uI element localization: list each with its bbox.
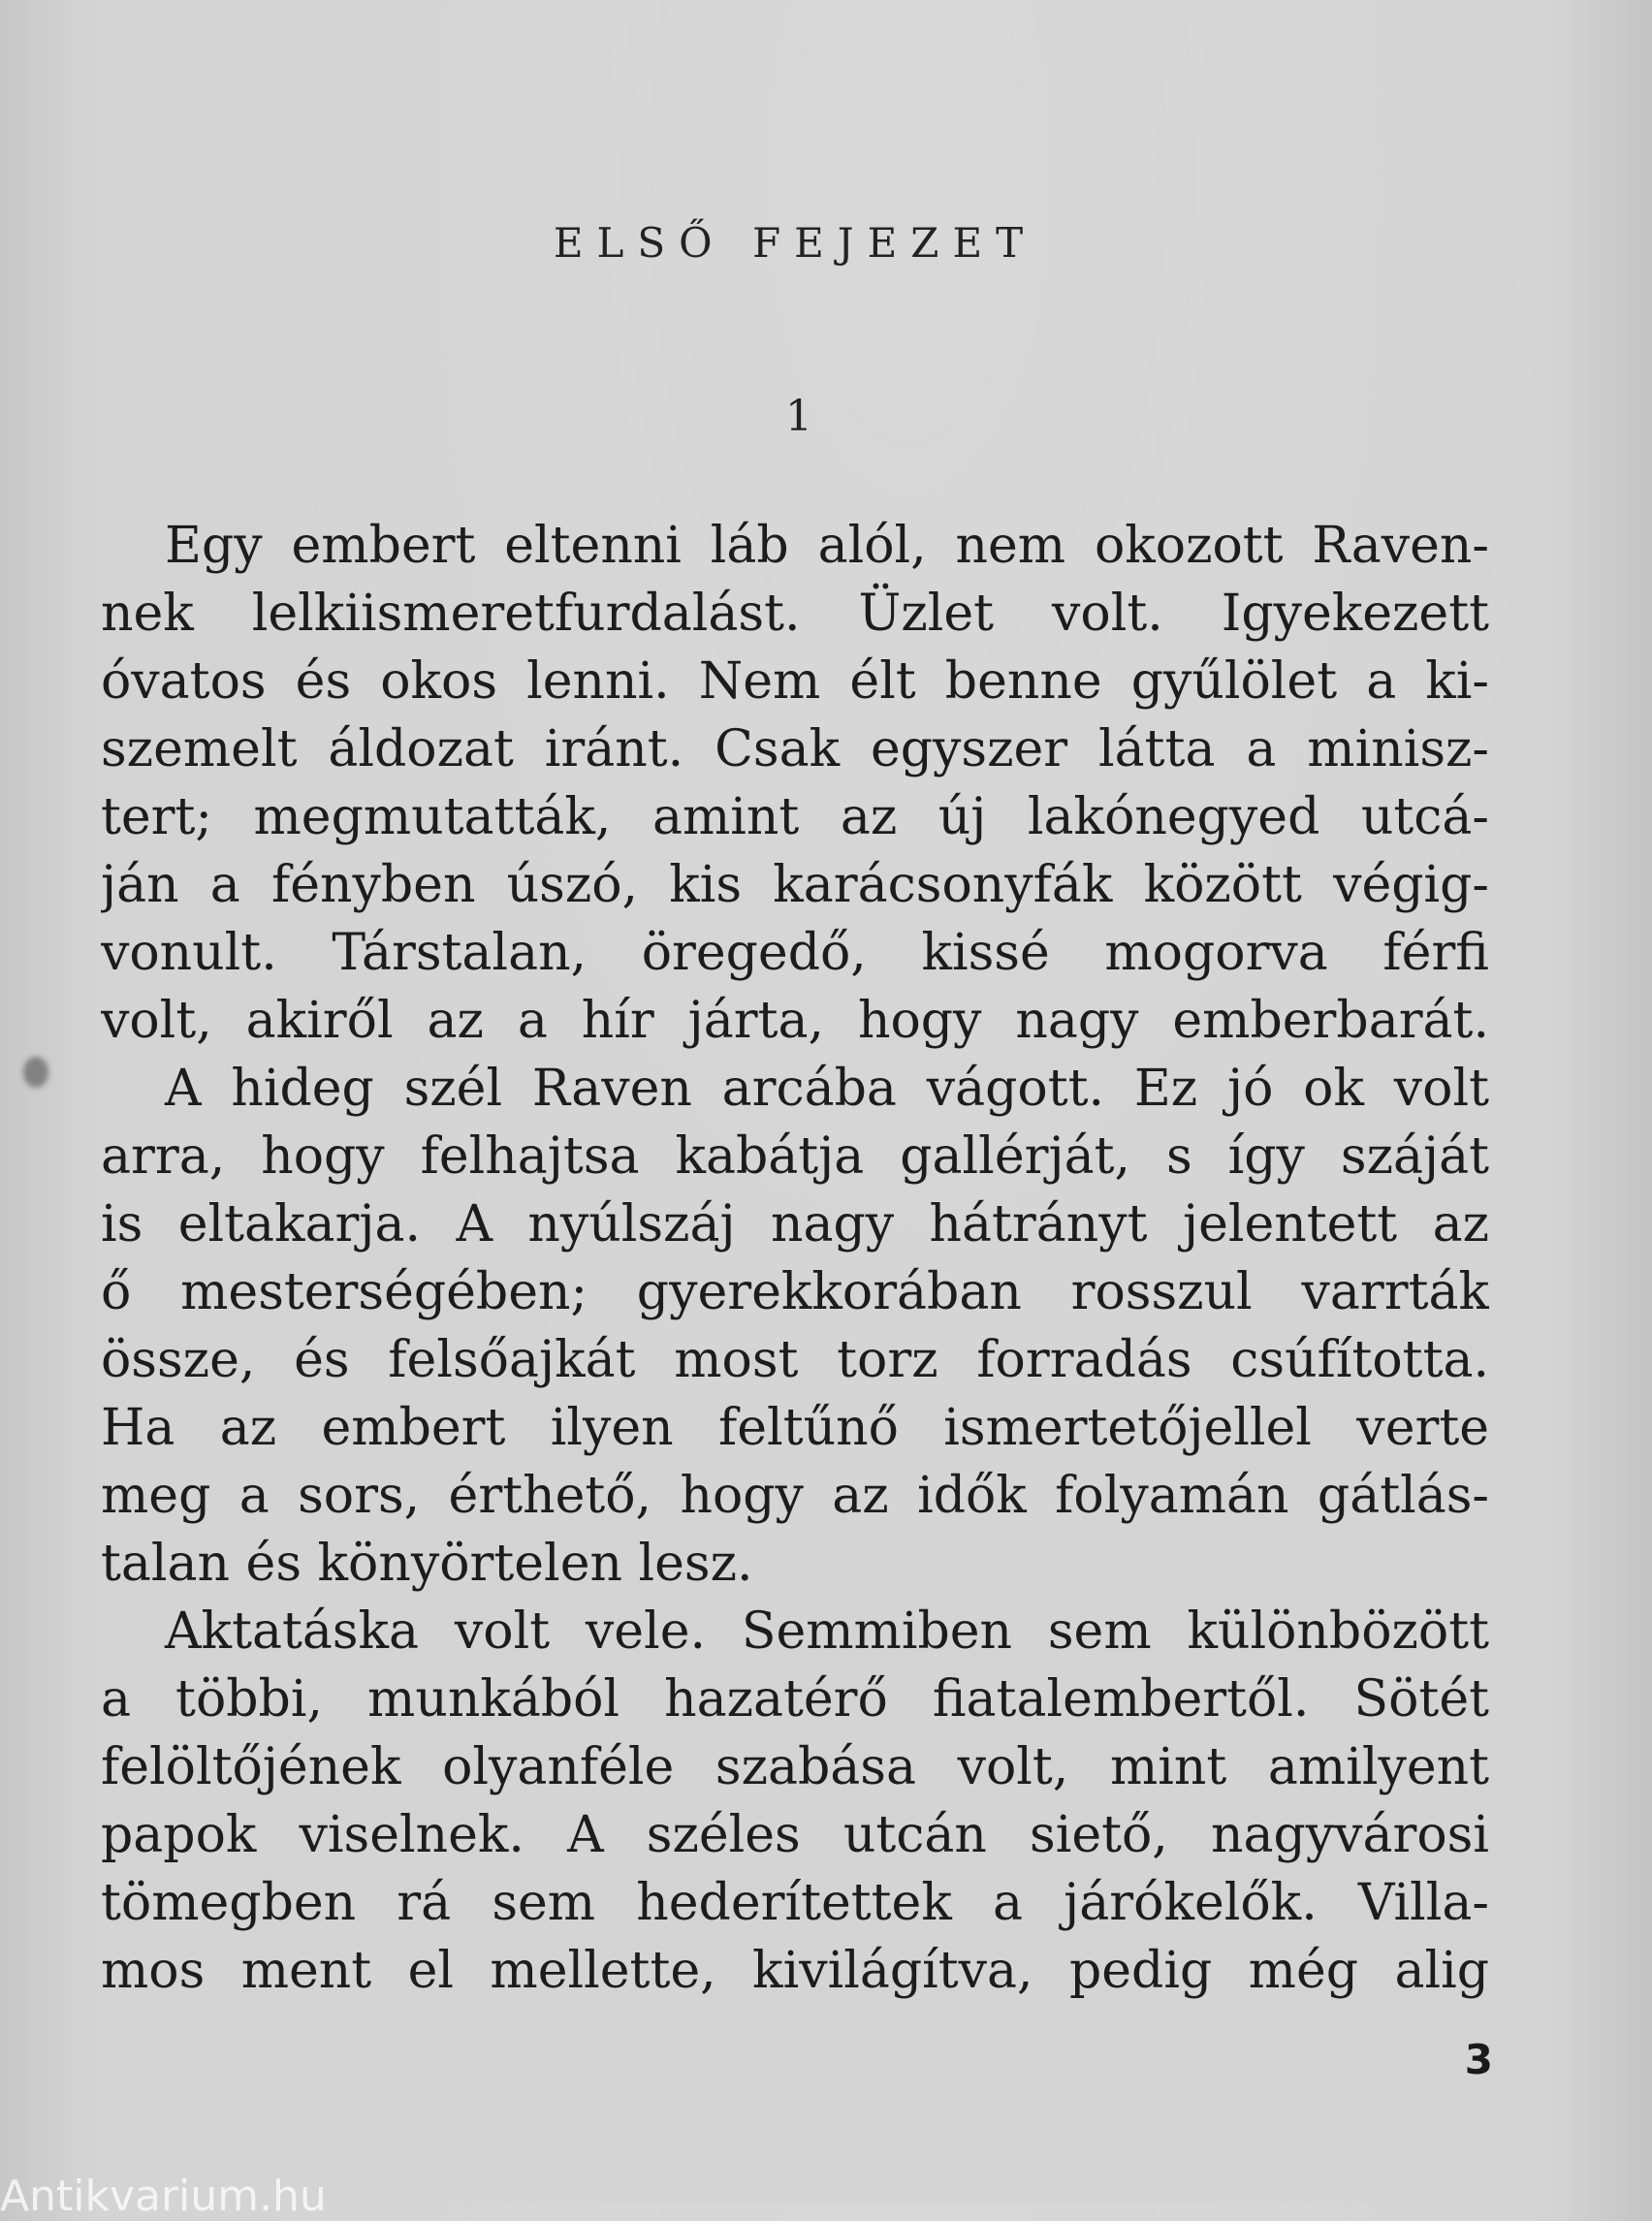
- text-line: meg a sors, érthető, hogy az idők folyamán gátlás-: [101, 1467, 1489, 1525]
- text-line: Ha az embert ilyen feltűnő ismertetőjellel verte: [101, 1399, 1489, 1457]
- text-line: Egy embert eltenni láb alól, nem okozott Raven-: [165, 517, 1489, 575]
- watermark: Antikvarium.hu: [0, 2172, 327, 2221]
- text-line: szemelt áldozat iránt. Csak egyszer látta a minisz-: [101, 720, 1489, 778]
- page-number: 3: [1464, 2036, 1493, 2083]
- text-line: össze, és felsőajkát most torz forradás csúfította.: [101, 1331, 1489, 1389]
- ink-smudge: [23, 1057, 48, 1088]
- section-number: 1: [785, 392, 812, 441]
- text-line: tert; megmutatták, amint az új lakónegyed utcá-: [101, 788, 1489, 846]
- text-line: felöltőjének olyanféle szabása volt, mint amilyent: [101, 1738, 1489, 1796]
- text-line: is eltakarja. A nyúlszáj nagy hátrányt jelentett az: [101, 1195, 1489, 1253]
- text-line: talan és könyörtelen lesz.: [101, 1535, 753, 1593]
- paragraph-2: [101, 1055, 1489, 1598]
- text-line: arra, hogy felhajtsa kabátja gallérját, s így száját: [101, 1127, 1489, 1186]
- text-line: óvatos és okos lenni. Nem élt benne gyűlölet a ki-: [101, 652, 1489, 711]
- body-text: [101, 512, 1489, 2005]
- text-line: nek lelkiismeretfurdalást. Üzlet volt. Igyekezett: [101, 585, 1489, 643]
- paragraph-1: [101, 512, 1489, 1055]
- text-line: tömegben rá sem hederítettek a járókelők. Villa-: [101, 1874, 1489, 1932]
- text-line: ő mesterségében; gyerekkorában rosszul varrták: [101, 1263, 1489, 1321]
- text-line: a többi, munkából hazatérő fiatalembertől. Sötét: [101, 1670, 1489, 1729]
- text-line: mos ment el mellette, kivilágítva, pedig még alig: [101, 1942, 1489, 2000]
- text-line: papok viselnek. A széles utcán siető, nagyvárosi: [101, 1806, 1489, 1864]
- paragraph-3: [101, 1598, 1489, 2005]
- text-line: vonult. Társtalan, öregedő, kissé mogorva férfi: [101, 924, 1489, 982]
- text-line: A hideg szél Raven arcába vágott. Ez jó ok volt: [165, 1060, 1489, 1118]
- text-line: Aktatáska volt vele. Semmiben sem különbözött: [165, 1602, 1489, 1661]
- text-line: volt, akiről az a hír járta, hogy nagy emberbarát.: [101, 992, 1489, 1050]
- chapter-heading: ELSŐ FEJEZET: [553, 219, 1037, 267]
- text-line: ján a fényben úszó, kis karácsonyfák között végig-: [101, 856, 1489, 914]
